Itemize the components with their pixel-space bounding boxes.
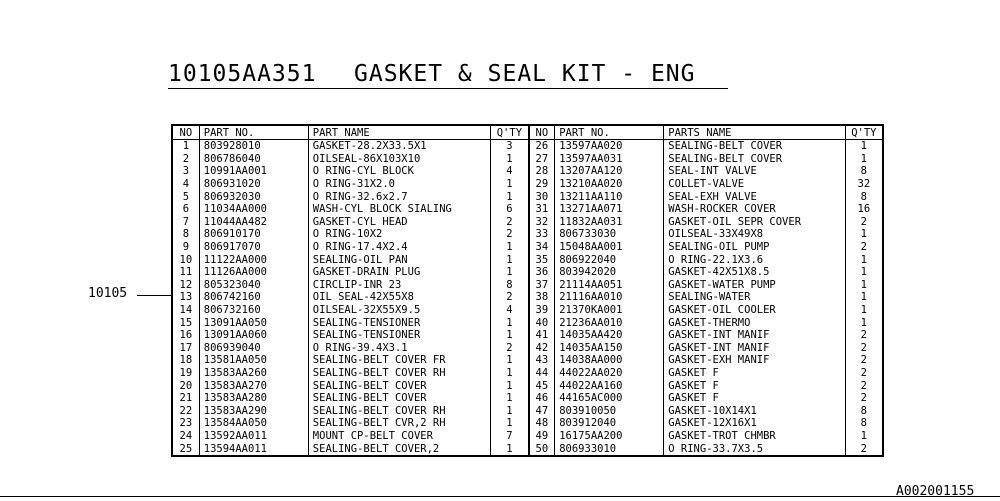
- table-row: [172, 316, 883, 329]
- item-number: 45: [529, 379, 555, 392]
- part-number: 13211AA110: [555, 190, 664, 203]
- part-number: 11122AA000: [199, 253, 308, 266]
- table-row: [172, 165, 883, 178]
- part-number: 13583AA260: [199, 367, 308, 380]
- quantity: 1: [491, 404, 529, 417]
- part-name: GASKET-42X51X8.5: [664, 266, 845, 279]
- part-number: 806742160: [199, 291, 308, 304]
- quantity: 2: [491, 228, 529, 241]
- part-name: GASKET-INT MANIF: [664, 329, 845, 342]
- part-name: WASH-CYL BLOCK SIALING: [308, 203, 490, 216]
- table-row: [172, 329, 883, 342]
- part-name: GASKET-OIL SEPR COVER: [664, 216, 845, 229]
- part-name: GASKET-28.2X33.5X1: [308, 140, 490, 153]
- part-number: 10991AA001: [199, 165, 308, 178]
- part-number: 44022AA160: [555, 379, 664, 392]
- table-row: [172, 241, 883, 254]
- quantity: 7: [491, 430, 529, 443]
- quantity: 1: [845, 266, 883, 279]
- part-name: GASKET-TROT CHMBR: [664, 430, 845, 443]
- part-name: GASKET F: [664, 379, 845, 392]
- quantity: 1: [491, 417, 529, 430]
- part-name: CIRCLIP-INR 23: [308, 279, 490, 292]
- item-number: 12: [172, 279, 199, 292]
- callout-label: 10105: [88, 286, 128, 301]
- quantity: 1: [845, 304, 883, 317]
- quantity: 1: [845, 316, 883, 329]
- part-name: SEALING-BELT COVER FR: [308, 354, 490, 367]
- header-no-left: NO: [172, 125, 199, 140]
- quantity: 2: [845, 342, 883, 355]
- quantity: 1: [491, 316, 529, 329]
- part-number: 13091AA060: [199, 329, 308, 342]
- item-number: 18: [172, 354, 199, 367]
- table-row: [172, 190, 883, 203]
- part-number: 806933010: [555, 442, 664, 456]
- part-number: 13581AA050: [199, 354, 308, 367]
- quantity: 2: [491, 342, 529, 355]
- part-name: SEALING-BELT COVER: [664, 140, 845, 153]
- part-name: OILSEAL-86X103X10: [308, 153, 490, 166]
- item-number: 38: [529, 291, 555, 304]
- part-name: COLLET-VALVE: [664, 178, 845, 191]
- part-name: O RING-39.4X3.1: [308, 342, 490, 355]
- part-name: O RING-CYL BLOCK: [308, 165, 490, 178]
- part-name: SEALING-WATER: [664, 291, 845, 304]
- kit-part-number: 10105AA351: [168, 61, 317, 87]
- part-number: 15048AA001: [555, 241, 664, 254]
- document-id: A002001155: [896, 484, 975, 499]
- table-row: [172, 279, 883, 292]
- quantity: 8: [845, 404, 883, 417]
- part-number: 44165AC000: [555, 392, 664, 405]
- callout-leader-line: [137, 295, 171, 296]
- quantity: 1: [491, 379, 529, 392]
- part-name: GASKET F: [664, 392, 845, 405]
- item-number: 21: [172, 392, 199, 405]
- part-name: SEALING-BELT COVER: [308, 392, 490, 405]
- part-number: 13583AA280: [199, 392, 308, 405]
- part-name: SEALING-OIL PUMP: [664, 241, 845, 254]
- quantity: 16: [845, 203, 883, 216]
- item-number: 29: [529, 178, 555, 191]
- table-row: [172, 354, 883, 367]
- part-number: 11126AA000: [199, 266, 308, 279]
- item-number: 30: [529, 190, 555, 203]
- item-number: 3: [172, 165, 199, 178]
- quantity: 3: [491, 140, 529, 153]
- quantity: 6: [491, 203, 529, 216]
- table-row: [172, 216, 883, 229]
- item-number: 27: [529, 153, 555, 166]
- part-number: 806910170: [199, 228, 308, 241]
- quantity: 1: [491, 253, 529, 266]
- part-number: 13091AA050: [199, 316, 308, 329]
- part-number: 14038AA000: [555, 354, 664, 367]
- part-number: 21116AA010: [555, 291, 664, 304]
- item-number: 24: [172, 430, 199, 443]
- item-number: 37: [529, 279, 555, 292]
- part-name: SEALING-TENSIONER: [308, 316, 490, 329]
- part-name: GASKET F: [664, 367, 845, 380]
- part-name: SEALING-TENSIONER: [308, 329, 490, 342]
- item-number: 22: [172, 404, 199, 417]
- part-number: 806786040: [199, 153, 308, 166]
- table-row: [172, 228, 883, 241]
- table-row: [172, 291, 883, 304]
- item-number: 11: [172, 266, 199, 279]
- quantity: 4: [491, 165, 529, 178]
- part-number: 13597AA020: [555, 140, 664, 153]
- part-number: 803942020: [555, 266, 664, 279]
- part-number: 803928010: [199, 140, 308, 153]
- part-name: MOUNT CP-BELT COVER: [308, 430, 490, 443]
- part-name: SEALING-BELT COVER,2: [308, 442, 490, 456]
- item-number: 34: [529, 241, 555, 254]
- table-row: [172, 430, 883, 443]
- item-number: 2: [172, 153, 199, 166]
- table-row: [172, 253, 883, 266]
- item-number: 44: [529, 367, 555, 380]
- part-name: GASKET-10X14X1: [664, 404, 845, 417]
- item-number: 4: [172, 178, 199, 191]
- part-number: 13584AA050: [199, 417, 308, 430]
- part-name: SEAL-EXH VALVE: [664, 190, 845, 203]
- quantity: 2: [845, 241, 883, 254]
- quantity: 1: [491, 153, 529, 166]
- item-number: 47: [529, 404, 555, 417]
- part-name: GASKET-OIL COOLER: [664, 304, 845, 317]
- table-row: [172, 153, 883, 166]
- header-no-right: NO: [529, 125, 555, 140]
- part-name: WASH-ROCKER COVER: [664, 203, 845, 216]
- quantity: 2: [845, 392, 883, 405]
- item-number: 31: [529, 203, 555, 216]
- item-number: 33: [529, 228, 555, 241]
- part-number: 806931020: [199, 178, 308, 191]
- table-row: [172, 203, 883, 216]
- table-row: [172, 266, 883, 279]
- quantity: 2: [491, 216, 529, 229]
- part-name: O RING-22.1X3.6: [664, 253, 845, 266]
- quantity: 8: [491, 279, 529, 292]
- quantity: 1: [845, 153, 883, 166]
- header-part-name-left: PART NAME: [308, 125, 490, 140]
- table-row: [172, 379, 883, 392]
- part-number: 13597AA031: [555, 153, 664, 166]
- item-number: 17: [172, 342, 199, 355]
- part-name: SEALING-BELT CVR,2 RH: [308, 417, 490, 430]
- part-number: 14035AA420: [555, 329, 664, 342]
- part-number: 13271AA071: [555, 203, 664, 216]
- part-number: 11832AA031: [555, 216, 664, 229]
- quantity: 2: [845, 442, 883, 456]
- part-name: OILSEAL-32X55X9.5: [308, 304, 490, 317]
- parts-table: [171, 124, 884, 457]
- item-number: 19: [172, 367, 199, 380]
- table-row: [172, 417, 883, 430]
- item-number: 40: [529, 316, 555, 329]
- quantity: 1: [491, 392, 529, 405]
- part-name: SEALING-BELT COVER RH: [308, 367, 490, 380]
- part-name: SEALING-BELT COVER: [308, 379, 490, 392]
- quantity: 1: [491, 367, 529, 380]
- item-number: 26: [529, 140, 555, 153]
- item-number: 5: [172, 190, 199, 203]
- item-number: 32: [529, 216, 555, 229]
- part-number: 806939040: [199, 342, 308, 355]
- kit-name: GASKET & SEAL KIT - ENG: [354, 61, 696, 87]
- quantity: 1: [491, 241, 529, 254]
- header-qty-right: Q'TY: [845, 125, 883, 140]
- quantity: 1: [491, 178, 529, 191]
- part-number: 806932030: [199, 190, 308, 203]
- quantity: 1: [845, 430, 883, 443]
- quantity: 2: [845, 367, 883, 380]
- quantity: 8: [845, 417, 883, 430]
- item-number: 6: [172, 203, 199, 216]
- part-number: 13594AA011: [199, 442, 308, 456]
- part-name: GASKET-INT MANIF: [664, 342, 845, 355]
- table-row: [172, 392, 883, 405]
- table-row: [172, 442, 883, 456]
- header-part-no-right: PART NO.: [555, 125, 664, 140]
- item-number: 36: [529, 266, 555, 279]
- table-row: [172, 304, 883, 317]
- item-number: 28: [529, 165, 555, 178]
- quantity: 1: [491, 329, 529, 342]
- quantity: 1: [845, 140, 883, 153]
- part-number: 13210AA020: [555, 178, 664, 191]
- quantity: 4: [491, 304, 529, 317]
- part-number: 14035AA150: [555, 342, 664, 355]
- part-number: 21114AA051: [555, 279, 664, 292]
- part-name: O RING-10X2: [308, 228, 490, 241]
- table-row: [172, 367, 883, 380]
- item-number: 25: [172, 442, 199, 456]
- quantity: 1: [491, 266, 529, 279]
- item-number: 49: [529, 430, 555, 443]
- item-number: 39: [529, 304, 555, 317]
- part-number: 806922040: [555, 253, 664, 266]
- item-number: 23: [172, 417, 199, 430]
- part-name: SEAL-INT VALVE: [664, 165, 845, 178]
- part-name: GASKET-DRAIN PLUG: [308, 266, 490, 279]
- part-number: 21236AA010: [555, 316, 664, 329]
- part-name: OILSEAL-33X49X8: [664, 228, 845, 241]
- part-name: SEALING-OIL PAN: [308, 253, 490, 266]
- part-number: 13583AA290: [199, 404, 308, 417]
- part-number: 11044AA482: [199, 216, 308, 229]
- item-number: 43: [529, 354, 555, 367]
- part-name: O RING-33.7X3.5: [664, 442, 845, 456]
- item-number: 41: [529, 329, 555, 342]
- header-part-name-right: PARTS NAME: [664, 125, 845, 140]
- quantity: 2: [491, 291, 529, 304]
- item-number: 35: [529, 253, 555, 266]
- header-qty-left: Q'TY: [491, 125, 529, 140]
- item-number: 20: [172, 379, 199, 392]
- quantity: 8: [845, 165, 883, 178]
- part-number: 805323040: [199, 279, 308, 292]
- part-number: 803912040: [555, 417, 664, 430]
- quantity: 2: [845, 329, 883, 342]
- table-row: [172, 140, 883, 153]
- part-number: 803910050: [555, 404, 664, 417]
- kit-title: [168, 60, 728, 89]
- item-number: 48: [529, 417, 555, 430]
- part-number: 21370KA001: [555, 304, 664, 317]
- item-number: 13: [172, 291, 199, 304]
- item-number: 9: [172, 241, 199, 254]
- part-number: 806917070: [199, 241, 308, 254]
- item-number: 46: [529, 392, 555, 405]
- part-name: GASKET-12X16X1: [664, 417, 845, 430]
- quantity: 1: [845, 291, 883, 304]
- quantity: 1: [845, 253, 883, 266]
- part-number: 806733030: [555, 228, 664, 241]
- part-name: SEALING-BELT COVER RH: [308, 404, 490, 417]
- quantity: 1: [491, 190, 529, 203]
- part-name: O RING-32.6x2.7: [308, 190, 490, 203]
- quantity: 1: [491, 442, 529, 456]
- table-row: [172, 178, 883, 191]
- item-number: 7: [172, 216, 199, 229]
- table-row: [172, 404, 883, 417]
- item-number: 50: [529, 442, 555, 456]
- part-name: GASKET-CYL HEAD: [308, 216, 490, 229]
- part-name: SEALING-BELT COVER: [664, 153, 845, 166]
- table-row: [172, 342, 883, 355]
- part-number: 11034AA000: [199, 203, 308, 216]
- part-number: 13592AA011: [199, 430, 308, 443]
- quantity: 1: [491, 354, 529, 367]
- part-name: GASKET-THERMO: [664, 316, 845, 329]
- item-number: 1: [172, 140, 199, 153]
- part-number: 13583AA270: [199, 379, 308, 392]
- bottom-rule: [0, 496, 1000, 497]
- part-name: OIL SEAL-42X55X8: [308, 291, 490, 304]
- quantity: 8: [845, 190, 883, 203]
- part-number: 16175AA200: [555, 430, 664, 443]
- part-number: 44022AA020: [555, 367, 664, 380]
- table-header-row: [172, 125, 883, 140]
- item-number: 16: [172, 329, 199, 342]
- item-number: 8: [172, 228, 199, 241]
- quantity: 1: [845, 228, 883, 241]
- item-number: 14: [172, 304, 199, 317]
- header-part-no-left: PART NO.: [199, 125, 308, 140]
- part-name: GASKET-WATER PUMP: [664, 279, 845, 292]
- part-number: 13207AA120: [555, 165, 664, 178]
- quantity: 32: [845, 178, 883, 191]
- item-number: 15: [172, 316, 199, 329]
- quantity: 2: [845, 379, 883, 392]
- part-number: 806732160: [199, 304, 308, 317]
- quantity: 2: [845, 354, 883, 367]
- item-number: 42: [529, 342, 555, 355]
- part-name: O RING-17.4X2.4: [308, 241, 490, 254]
- item-number: 10: [172, 253, 199, 266]
- part-name: GASKET-EXH MANIF: [664, 354, 845, 367]
- part-name: O RING-31X2.0: [308, 178, 490, 191]
- quantity: 2: [845, 216, 883, 229]
- quantity: 1: [845, 279, 883, 292]
